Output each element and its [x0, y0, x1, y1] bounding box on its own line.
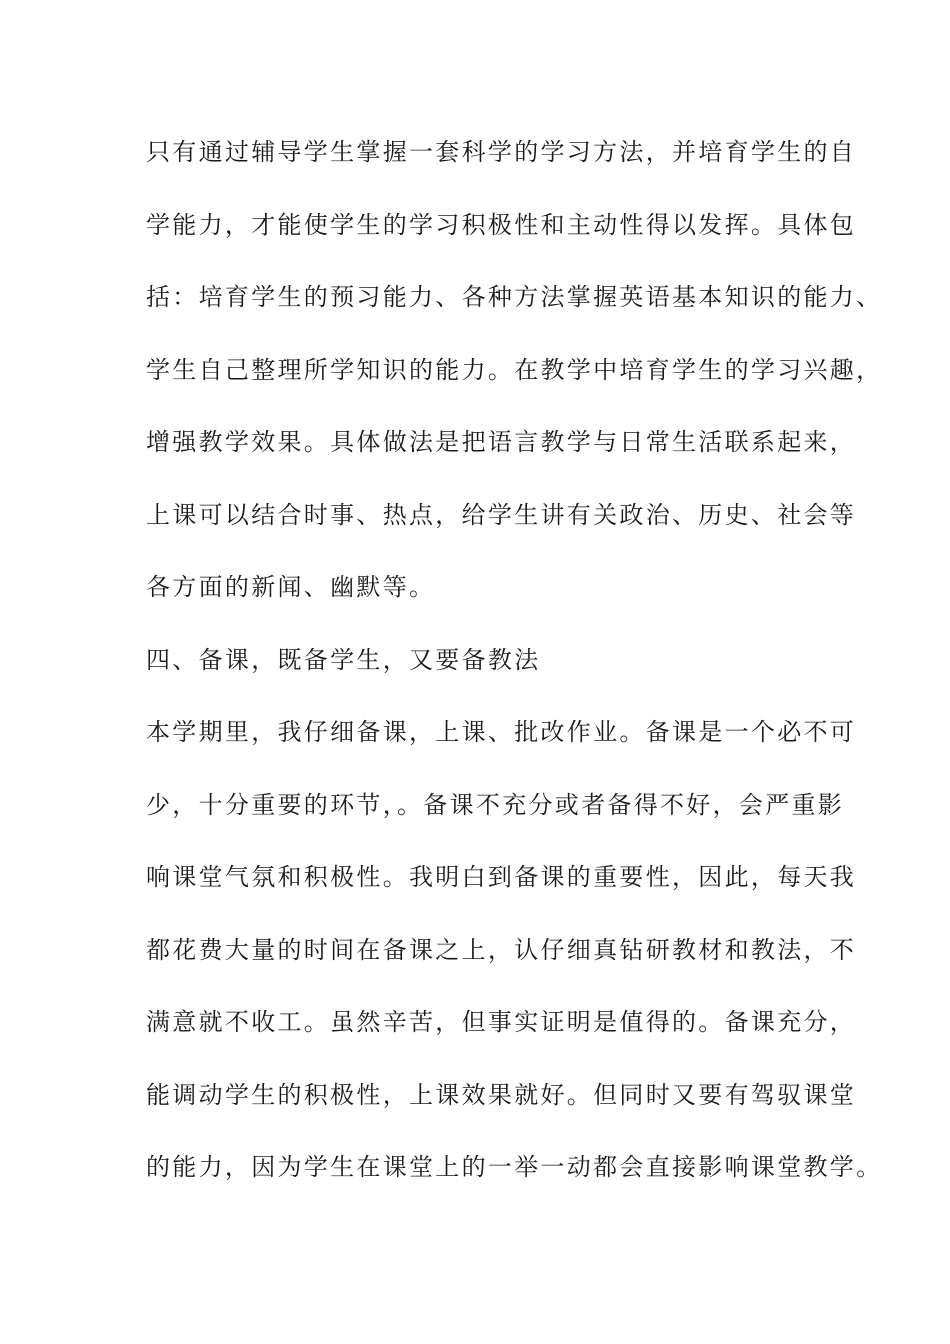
text-line-10: 少，十分重要的环节，。备课不充分或者备得不好，会严重影 — [146, 790, 845, 819]
text-line-4: 学生自己整理所学知识的能力。在教学中培育学生的学习兴趣， — [146, 355, 883, 384]
text-line-5: 增强教学效果。具体做法是把语言教学与日常生活联系起来， — [146, 428, 857, 456]
document-body — [146, 132, 883, 1220]
text-line-9: 本学期里，我仔细备课，上课、批改作业。备课是一个必不可 — [146, 718, 857, 746]
text-line-11: 响课堂气氛和积极性。我明白到备课的重要性，因此，每天我 — [146, 863, 857, 891]
text-line-3: 括：培育学生的预习能力、各种方法掌握英语基本知识的能力、 — [146, 283, 883, 311]
text-line-14: 能调动学生的积极性，上课效果就好。但同时又要有驾驭课堂 — [146, 1080, 857, 1109]
text-line-12: 都花费大量的时间在备课之上，认仔细真钻研教材和教法，不 — [146, 935, 857, 964]
text-line-7: 各方面的新闻、幽默等。 — [146, 573, 436, 601]
text-line-2: 学能力，才能使学生的学习积极性和主动性得以发挥。具体包 — [146, 210, 857, 239]
text-line-15: 的能力，因为学生在课堂上的一举一动都会直接影响课堂教学。 — [146, 1153, 883, 1181]
text-line-13: 满意就不收工。虽然辛苦，但事实证明是值得的。备课充分， — [146, 1008, 857, 1036]
text-line-6: 上课可以结合时事、热点，给学生讲有关政治、历史、社会等 — [146, 500, 857, 529]
section-heading: 四、备课，既备学生，又要备教法 — [146, 645, 541, 674]
text-line-1: 只有通过辅导学生掌握一套科学的学习方法，并培育学生的自 — [146, 138, 857, 166]
